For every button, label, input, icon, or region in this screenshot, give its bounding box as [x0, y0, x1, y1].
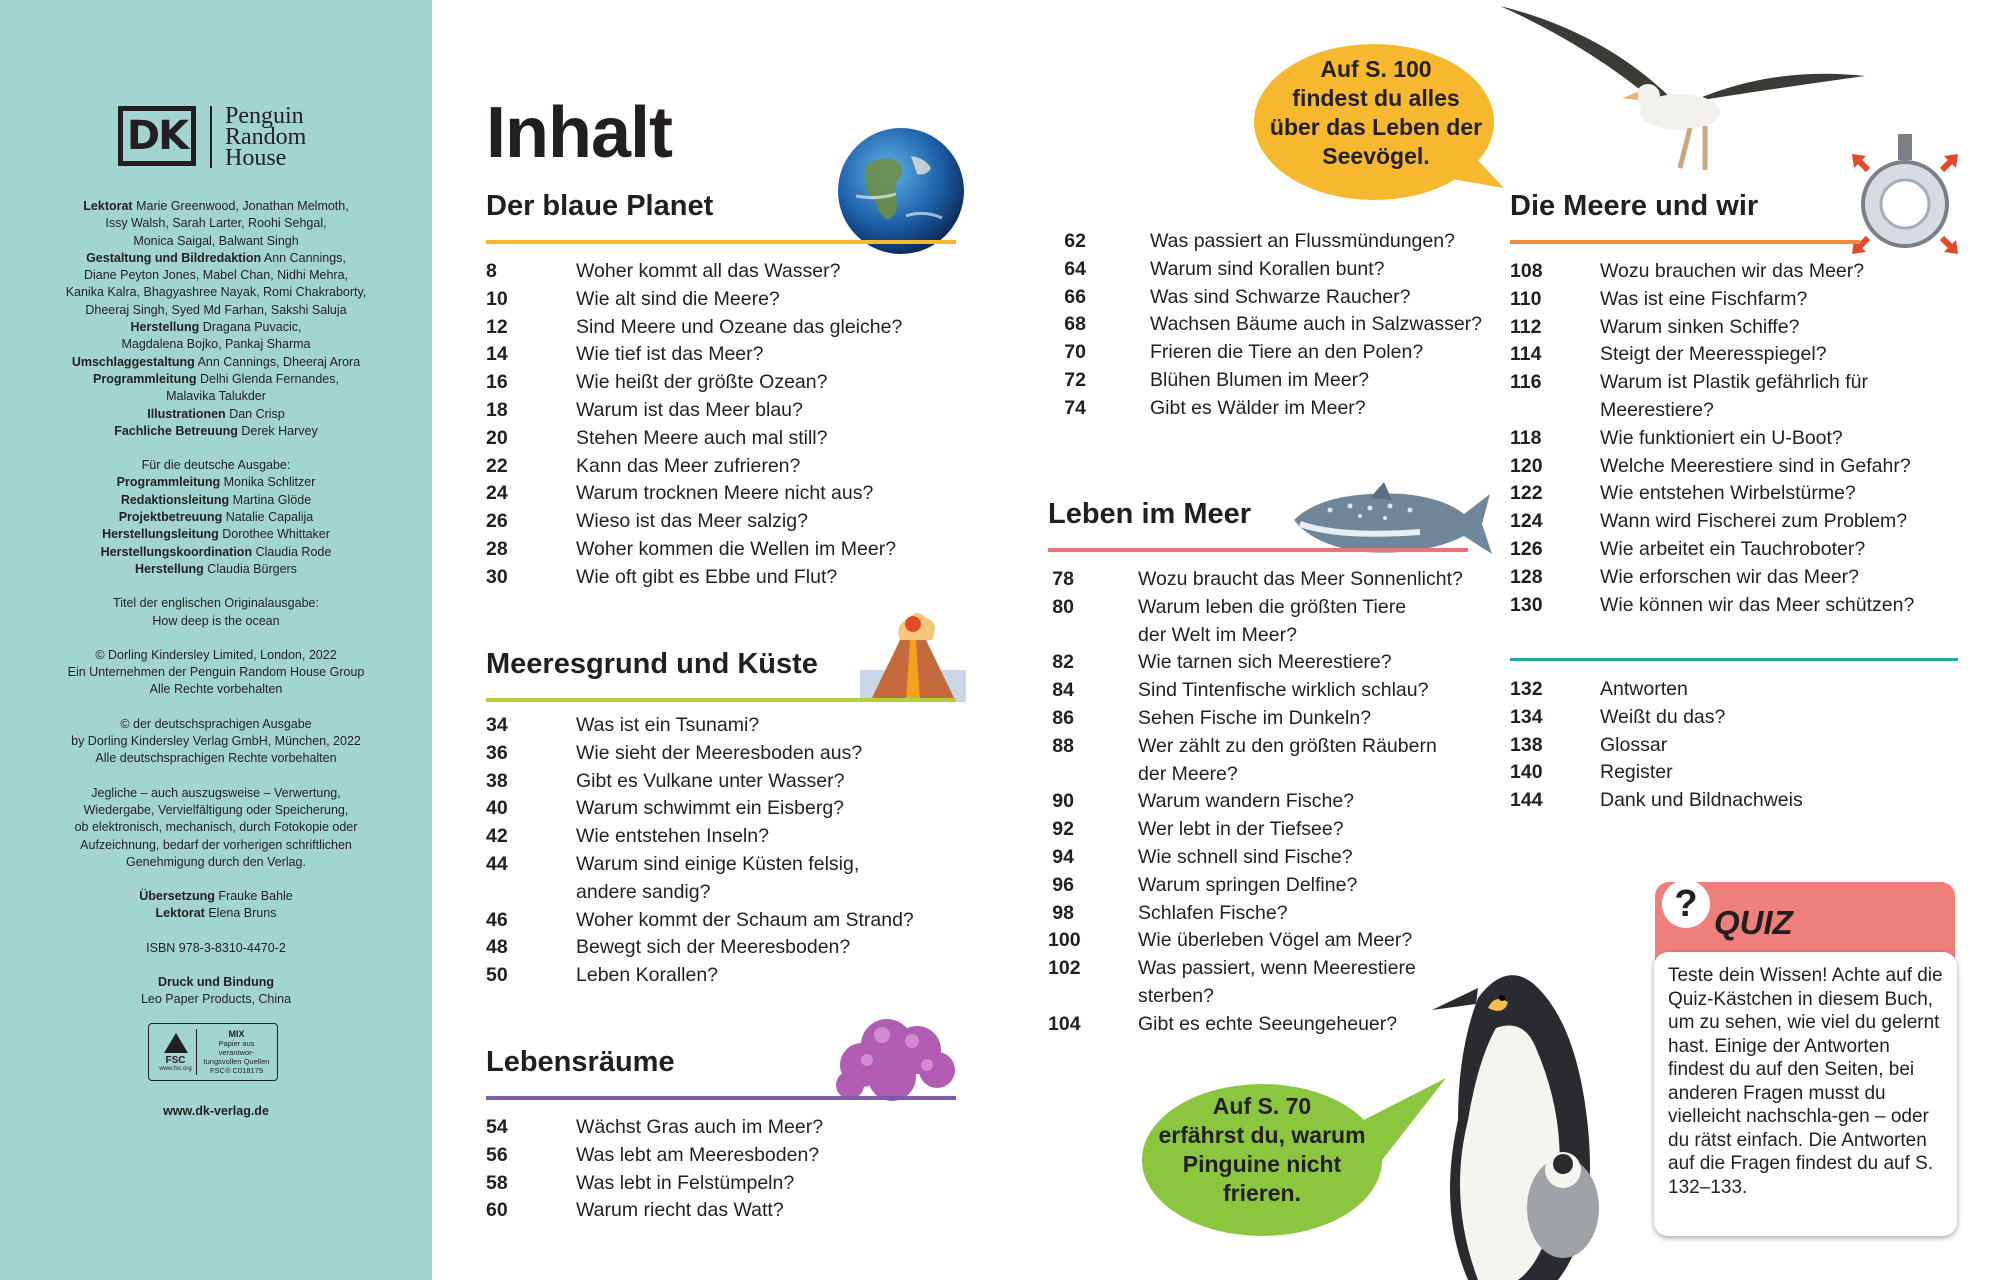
- credit-names: Issy Walsh, Sarah Larter, Roohi Sehgal,: [105, 216, 327, 231]
- publisher-website[interactable]: www.dk-verlag.de: [163, 1104, 269, 1118]
- toc-entry[interactable]: [486, 480, 902, 508]
- credit-names: Claudia Bürgers: [207, 561, 297, 576]
- toc-page-number: 66: [1064, 285, 1086, 308]
- toc-page-number: 30: [486, 565, 508, 588]
- credit-line: [40, 492, 392, 509]
- section-rule-lebensraeume: [486, 1096, 956, 1100]
- toc-entry-title: Was passiert, wenn Meerestiere sterben?: [1138, 957, 1416, 1007]
- toc-entry[interactable]: [1510, 480, 1914, 508]
- toc-page-number: 132: [1510, 678, 1543, 700]
- section-heading-blauer-planet: Der blaue Planet: [486, 190, 714, 222]
- toc-entry-title: Warum schwimmt ein Eisberg?: [576, 797, 845, 820]
- toc-entry[interactable]: [1048, 927, 1463, 955]
- earth-globe-image: [836, 126, 966, 256]
- credit-line: [40, 388, 392, 405]
- toc-entry[interactable]: [486, 536, 902, 564]
- toc-entry-title: Wieso ist das Meer salzig?: [576, 510, 808, 533]
- credit-line: [40, 302, 392, 319]
- toc-entry[interactable]: [1510, 704, 1803, 732]
- credit-line: [40, 354, 392, 371]
- toc-page-number: 46: [486, 908, 508, 931]
- toc-entry[interactable]: [486, 286, 902, 314]
- toc-page-number: 116: [1510, 371, 1542, 394]
- toc-entry-title: Leben Korallen?: [576, 964, 719, 987]
- toc-page-number: 24: [486, 482, 508, 505]
- toc-entry-title: Woher kommen die Wellen im Meer?: [576, 537, 897, 560]
- toc-page-number: 10: [486, 287, 508, 310]
- original-title-label: Titel der englischen Originalausgabe:: [113, 596, 319, 611]
- toc-page-number: 144: [1510, 789, 1543, 812]
- toc-entry[interactable]: [486, 740, 914, 768]
- toc-entry-title: Wie schnell sind Fische?: [1138, 845, 1353, 868]
- toc-page-number: 94: [1052, 845, 1074, 868]
- toc-entry-title: Schlafen Fische?: [1138, 901, 1288, 924]
- toc-page-number: 48: [486, 936, 508, 959]
- toc-page-number: 38: [486, 769, 508, 792]
- toc-page-number: 28: [486, 537, 508, 560]
- section-rule-meere-und-wir: [1510, 240, 1860, 244]
- toc-page-number: 12: [486, 315, 508, 338]
- credit-role: Umschlaggestaltung: [71, 354, 195, 369]
- credit-names: Derek Harvey: [241, 423, 318, 438]
- toc-entry-title: Wie funktioniert ein U-Boot?: [1600, 426, 1843, 449]
- toc-entry[interactable]: [1060, 311, 1482, 339]
- credit-names: Dan Crisp: [229, 406, 285, 421]
- credit-line: [40, 233, 392, 250]
- toc-page-number: 54: [486, 1116, 508, 1138]
- credit-role: Lektorat: [83, 199, 133, 213]
- toc-entry[interactable]: [1510, 732, 1803, 760]
- logo-divider: [210, 106, 212, 168]
- toc-entry[interactable]: [486, 851, 914, 907]
- toc-entry[interactable]: [1048, 844, 1463, 872]
- toc-entry[interactable]: [1048, 788, 1463, 816]
- toc-page-number: 70: [1064, 341, 1086, 364]
- toc-entry[interactable]: [1510, 369, 1914, 425]
- toc-page-number: 138: [1510, 733, 1543, 756]
- toc-page-number: 96: [1052, 873, 1074, 896]
- toc-entry[interactable]: [1510, 286, 1914, 314]
- credit-line: [40, 267, 392, 284]
- toc-page-number: 78: [1052, 568, 1074, 590]
- credit-role: Redaktionsleitung: [120, 492, 230, 507]
- toc-entry-title: Was lebt am Meeresboden?: [576, 1143, 820, 1166]
- toc-entry-title: Wachsen Bäume auch in Salzwasser?: [1150, 313, 1483, 336]
- toc-page-number: 18: [486, 398, 508, 421]
- toc-page-number: 122: [1510, 482, 1543, 505]
- section-heading-meeresgrund: Meeresgrund und Küste: [486, 648, 818, 680]
- question-mark-icon: ?: [1662, 880, 1710, 928]
- toc-lebensraeume: [486, 1114, 823, 1225]
- toc-entry[interactable]: [486, 934, 914, 962]
- toc-page-number: 74: [1064, 396, 1086, 419]
- credit-line: [40, 474, 392, 491]
- toc-entry-title: Was sind Schwarze Raucher?: [1150, 285, 1411, 308]
- credit-names: Martina Glöde: [232, 492, 312, 507]
- credit-names: Monica Saigal, Balwant Singh: [133, 233, 299, 248]
- toc-entry-title: Sind Meere und Ozeane das gleiche?: [576, 315, 903, 338]
- toc-page-number: 120: [1510, 454, 1543, 477]
- toc-entry[interactable]: [1510, 536, 1914, 564]
- credit-line: [40, 284, 392, 301]
- toc-page-number: 40: [486, 797, 508, 820]
- toc-page-number: 64: [1064, 257, 1086, 280]
- credit-line: [40, 215, 392, 232]
- toc-page-number: 22: [486, 454, 508, 477]
- credit-role: Herstellungsleitung: [102, 527, 219, 542]
- toc-entry-title: Wie tief ist das Meer?: [576, 343, 764, 366]
- toc-page-number: 128: [1510, 565, 1543, 588]
- toc-entry[interactable]: [1048, 816, 1463, 844]
- toc-page-number: 140: [1510, 761, 1543, 784]
- toc-entry[interactable]: [486, 712, 914, 740]
- toc-entry-title: Was passiert an Flussmündungen?: [1150, 230, 1455, 252]
- credit-names: Diane Peyton Jones, Mabel Chan, Nidhi Mehra,: [83, 268, 349, 283]
- toc-entry-title: Gibt es Vulkane unter Wasser?: [576, 769, 845, 792]
- credit-names: Ann Cannings, Dheeraj Arora: [197, 354, 361, 369]
- toc-entry-title: Frieren die Tiere an den Polen?: [1150, 341, 1424, 364]
- credit-names: Natalie Capalija: [225, 510, 314, 525]
- toc-anhang: [1510, 676, 1803, 815]
- toc-entry-title: Wie sieht der Meeresboden aus?: [576, 741, 863, 764]
- credit-names: Ann Cannings,: [263, 250, 346, 265]
- toc-meere-und-wir: [1510, 258, 1914, 619]
- toc-entry-title: Wie tarnen sich Meerestiere?: [1138, 651, 1392, 674]
- toc-entry[interactable]: [486, 425, 902, 453]
- toc-page-number: 112: [1510, 315, 1542, 338]
- toc-entry[interactable]: [1510, 314, 1914, 342]
- credit-line: [40, 319, 392, 336]
- toc-entry-title: Was lebt in Felstümpeln?: [576, 1171, 795, 1194]
- credit-line: [40, 509, 392, 526]
- toc-page-number: 20: [486, 426, 508, 449]
- credit-names: Dorothee Whittaker: [222, 527, 330, 542]
- toc-page-number: 16: [486, 371, 508, 394]
- toc-entry-title: Warum riecht das Watt?: [576, 1199, 784, 1222]
- toc-entry[interactable]: [1510, 453, 1914, 481]
- fsc-label: [148, 1023, 278, 1081]
- toc-entry-title: Wächst Gras auch im Meer?: [576, 1116, 824, 1138]
- credit-names: Magdalena Bojko, Pankaj Sharma: [121, 337, 311, 352]
- toc-entry[interactable]: [486, 369, 902, 397]
- credit-role: Fachliche Betreuung: [114, 423, 238, 438]
- toc-page-number: 102: [1048, 957, 1081, 980]
- toc-entry-title: Wozu brauchen wir das Meer?: [1600, 260, 1865, 282]
- toc-page-number: 90: [1052, 790, 1074, 813]
- quiz-title: QUIZ: [1714, 904, 1793, 941]
- toc-entry[interactable]: [1510, 508, 1914, 536]
- toc-page-number: 98: [1052, 901, 1074, 924]
- credit-names: Delhi Glenda Fernandes,: [200, 371, 339, 386]
- toc-entry[interactable]: [486, 341, 902, 369]
- credit-names: Malavika Talukder: [166, 389, 266, 404]
- toc-entry-title: Warum sind Korallen bunt?: [1150, 257, 1385, 280]
- coral-image: [832, 1005, 960, 1103]
- toc-entry[interactable]: [1510, 759, 1803, 787]
- toc-entry[interactable]: [1060, 395, 1482, 423]
- toc-entry[interactable]: [486, 453, 902, 481]
- credit-role: Programmleitung: [116, 475, 221, 490]
- toc-entry-title: Wer lebt in der Tiefsee?: [1138, 818, 1344, 841]
- publisher-logo: [118, 103, 307, 171]
- copyright-de: © der deutschsprachigen Ausgabe by Dorling Kindersley Verlag GmbH, München, 2022 Alle deutschsprachigen Rechte vorbehalten: [71, 716, 361, 766]
- credit-line: [40, 406, 392, 423]
- toc-entry[interactable]: [486, 1197, 823, 1225]
- quiz-text: Teste dein Wissen! Achte auf die Quiz-Kästchen in diesem Buch, um zu sehen, wie viel du gelernt hast. Einige der Antworten findest du auf den Seiten, bei anderen Fragen musst du vielleicht nachschla-gen – oder du rätst einfach. Die Antworten auf die Fragen findest du auf S. 132–133.: [1654, 952, 1957, 1236]
- credit-line: [40, 198, 392, 215]
- credit-names: Dragana Puvacic,: [202, 320, 302, 335]
- credits-german: [40, 474, 392, 578]
- isbn: ISBN 978-3-8310-4470-2: [146, 940, 286, 955]
- toc-entry-title: Was ist ein Tsunami?: [576, 714, 760, 736]
- toc-entry-title: Wie überleben Vögel am Meer?: [1138, 929, 1413, 952]
- toc-entry[interactable]: [486, 397, 902, 425]
- toc-entry[interactable]: [1048, 649, 1463, 677]
- toc-page-number: 26: [486, 510, 508, 533]
- original-title: How deep is the ocean: [152, 613, 280, 628]
- toc-entry-title: Stehen Meere auch mal still?: [576, 426, 828, 449]
- toc-entry-title: Weißt du das?: [1600, 705, 1726, 728]
- legal-notice: Jegliche – auch auszugsweise – Verwertung, Wiedergabe, Vervielfältigung oder Speicherung, ob elektronisch, mechanisch, durch Fotokopie oder Aufzeichnung, bedarf der vorherigen schriftlichen Genehmigung durch den Verlag.: [74, 785, 358, 869]
- toc-entry[interactable]: [1048, 872, 1463, 900]
- section-rule-meeresgrund: [486, 698, 956, 702]
- toc-page-number: 42: [486, 825, 508, 848]
- toc-entry[interactable]: [1048, 955, 1463, 1011]
- toc-entry-title: Woher kommt der Schaum am Strand?: [576, 908, 914, 931]
- credit-names: Marie Greenwood, Jonathan Melmoth,: [136, 199, 349, 213]
- toc-entry-title: Steigt der Meeresspiegel?: [1600, 343, 1827, 366]
- toc-entry[interactable]: [1510, 258, 1914, 286]
- translation-credit: Übersetzung Frauke Bahle: [139, 889, 293, 904]
- toc-entry-title: Wie alt sind die Meere?: [576, 287, 780, 310]
- toc-page-number: 72: [1064, 368, 1086, 391]
- toc-entry-title: Gibt es Wälder im Meer?: [1150, 396, 1366, 419]
- credit-names: Monika Schlitzer: [223, 475, 316, 490]
- toc-entry-title: Gibt es echte Seeungeheuer?: [1138, 1012, 1398, 1035]
- toc-page-number: 110: [1510, 287, 1542, 310]
- toc-entry-title: Wozu braucht das Meer Sonnenlicht?: [1138, 568, 1463, 590]
- credit-role: Illustrationen: [147, 406, 226, 421]
- editing-credit: Lektorat Elena Bruns: [155, 906, 277, 921]
- toc-page-number: 36: [486, 741, 508, 764]
- volcano-image: [860, 610, 966, 702]
- toc-entry-title: Woher kommt all das Wasser?: [576, 260, 841, 282]
- toc-entry-title: Bewegt sich der Meeresboden?: [576, 936, 851, 959]
- toc-entry[interactable]: [486, 314, 902, 342]
- copyright-en: © Dorling Kindersley Limited, London, 2022 Ein Unternehmen der Penguin Random House Group Alle Rechte vorbehalten: [67, 647, 365, 697]
- toc-entry[interactable]: [486, 962, 914, 990]
- toc-entry[interactable]: [1510, 676, 1803, 704]
- toc-page-number: 108: [1510, 260, 1543, 282]
- section-heading-lebensraeume: Lebensräume: [486, 1046, 675, 1078]
- submarine-icon: [1852, 134, 1958, 252]
- toc-page-number: 88: [1052, 734, 1074, 757]
- toc-page-number: 44: [486, 852, 508, 875]
- toc-entry-title: Warum trocknen Meere nicht aus?: [576, 482, 874, 505]
- fsc-text: MIX Papier aus verantwor- tungsvollen Quellen FSC® C018179: [203, 1028, 270, 1075]
- toc-entry-title: Wie können wir das Meer schützen?: [1600, 593, 1915, 616]
- credit-line: [40, 336, 392, 353]
- toc-page-number: 84: [1052, 679, 1074, 702]
- toc-page-number: 104: [1048, 1012, 1081, 1035]
- toc-page-number: 82: [1052, 651, 1074, 674]
- toc-entry[interactable]: [1060, 228, 1482, 256]
- toc-page-number: 56: [486, 1143, 508, 1166]
- printer-role: Druck und Bindung: [158, 974, 274, 989]
- credit-role: Programmleitung: [93, 371, 197, 386]
- toc-entry[interactable]: [1510, 592, 1914, 620]
- toc-entry-title: Warum ist das Meer blau?: [576, 398, 803, 421]
- toc-page-number: 58: [486, 1171, 508, 1194]
- toc-entry[interactable]: [1510, 425, 1914, 453]
- toc-entry-title: Sehen Fische im Dunkeln?: [1138, 706, 1372, 729]
- toc-entry[interactable]: [1060, 339, 1482, 367]
- toc-entry[interactable]: [1048, 594, 1463, 650]
- credit-role: Herstellungskoordination: [100, 544, 253, 559]
- toc-blauer-planet: [486, 258, 902, 592]
- page-title: Inhalt: [486, 93, 672, 173]
- dk-logo-mark: DK: [118, 106, 196, 166]
- credit-line: [40, 250, 392, 267]
- credit-line: [40, 423, 392, 440]
- credit-line: [40, 561, 392, 578]
- toc-entry-title: Welche Meerestiere sind in Gefahr?: [1600, 454, 1911, 477]
- toc-entry-title: Wann wird Fischerei zum Problem?: [1600, 510, 1908, 533]
- toc-entry[interactable]: [1060, 256, 1482, 284]
- toc-entry-title: Register: [1600, 761, 1673, 784]
- toc-entry-title: Sind Tintenfische wirklich schlau?: [1138, 679, 1429, 702]
- toc-entry-title: Warum sinken Schiffe?: [1600, 315, 1800, 338]
- toc-entry-title: Was ist eine Fischfarm?: [1600, 287, 1808, 310]
- toc-entry-title: Wie erforschen wir das Meer?: [1600, 565, 1860, 588]
- imprint-column: [0, 0, 432, 1280]
- toc-entry-title: Kann das Meer zufrieren?: [576, 454, 801, 477]
- toc-entry[interactable]: [1048, 566, 1463, 594]
- toc-entry-title: Dank und Bildnachweis: [1600, 789, 1803, 812]
- toc-entry-title: Warum leben die größten Tiere der Welt im Meer?: [1138, 595, 1407, 646]
- toc-entry-title: Blühen Blumen im Meer?: [1150, 368, 1369, 391]
- toc-entry[interactable]: [486, 508, 902, 536]
- credits-english: [40, 198, 392, 440]
- credit-role: Projektbetreuung: [118, 510, 223, 525]
- printer: Leo Paper Products, China: [140, 992, 292, 1007]
- toc-page-number: 114: [1510, 343, 1542, 366]
- credit-role: Herstellung: [130, 320, 200, 335]
- toc-entry[interactable]: [1048, 733, 1463, 789]
- credit-names: Dheeraj Singh, Syed Md Farhan, Sakshi Saluja: [85, 302, 347, 317]
- toc-entry-title: Wie arbeitet ein Tauchroboter?: [1600, 537, 1866, 560]
- toc-page-number: 86: [1052, 706, 1074, 729]
- seabirds-bubble-text: Auf S. 100 findest du alles über das Leben der Seevögel.: [1269, 56, 1483, 169]
- section-heading-meere-und-wir: Die Meere und wir: [1510, 190, 1759, 222]
- toc-page-number: 118: [1510, 426, 1542, 449]
- toc-leben-im-meer: [1048, 566, 1463, 1039]
- toc-entry[interactable]: [1048, 705, 1463, 733]
- credit-line: [40, 371, 392, 388]
- toc-entry-title: Warum ist Plastik gefährlich für Meerestiere?: [1600, 371, 1869, 421]
- credit-line: [40, 526, 392, 543]
- toc-entry-title: Glossar: [1600, 733, 1668, 756]
- imprint-text: [40, 198, 392, 1009]
- toc-entry-title: Wie entstehen Wirbelstürme?: [1600, 482, 1856, 505]
- toc-entry-title: Warum springen Delfine?: [1138, 873, 1358, 896]
- toc-entry-title: Wie heißt der größte Ozean?: [576, 371, 828, 394]
- toc-entry[interactable]: [486, 907, 914, 935]
- toc-meeresgrund: [486, 712, 914, 990]
- credit-role: Herstellung: [135, 561, 204, 576]
- toc-page-number: 62: [1064, 230, 1086, 252]
- fsc-tree-icon: FSC www.fsc.org: [155, 1029, 197, 1075]
- toc-page-number: 92: [1052, 818, 1074, 841]
- credit-role: Gestaltung und Bildredaktion: [86, 250, 262, 265]
- toc-entry[interactable]: [1060, 367, 1482, 395]
- german-edition-intro: Für die deutsche Ausgabe:: [141, 458, 291, 473]
- toc-page-number: 134: [1510, 705, 1543, 728]
- toc-page-number: 100: [1048, 929, 1081, 952]
- toc-page-number: 50: [486, 964, 508, 987]
- toc-entry[interactable]: [486, 1114, 823, 1142]
- toc-entry[interactable]: [486, 564, 902, 592]
- toc-entry-title: Warum sind einige Küsten felsig, andere sandig?: [576, 852, 860, 903]
- toc-page-number: 130: [1510, 593, 1543, 616]
- toc-page-number: 68: [1064, 313, 1086, 336]
- toc-page-number: 124: [1510, 510, 1543, 533]
- toc-page-number: 8: [486, 260, 497, 282]
- toc-entry-title: Warum wandern Fische?: [1138, 790, 1355, 813]
- toc-entry[interactable]: [1510, 564, 1914, 592]
- section-rule-anhang: [1510, 658, 1958, 661]
- toc-entry[interactable]: [486, 823, 914, 851]
- toc-page-number: 126: [1510, 537, 1543, 560]
- credit-names: Kanika Kalra, Bhagyashree Nayak, Romi Chakraborty,: [65, 285, 367, 300]
- toc-entry[interactable]: [1060, 284, 1482, 312]
- toc-page-number: 60: [486, 1199, 508, 1222]
- albatross-image: [1490, 0, 1870, 185]
- toc-entry[interactable]: [486, 768, 914, 796]
- toc-page-number: 14: [486, 343, 508, 366]
- toc-entry[interactable]: [1048, 1011, 1463, 1039]
- toc-entry[interactable]: [1048, 677, 1463, 705]
- toc-page-number: 34: [486, 714, 508, 736]
- logo-publisher-name: Penguin Random House: [225, 103, 307, 171]
- whale-shark-image: [1290, 480, 1495, 570]
- toc-entry-title: Wer zählt zu den größten Räubern der Meere?: [1138, 734, 1437, 785]
- toc-lebensraeume-continued: [1060, 228, 1482, 423]
- toc-entry[interactable]: [1048, 900, 1463, 928]
- section-heading-leben-im-meer: Leben im Meer: [1048, 498, 1252, 530]
- toc-entry[interactable]: [1510, 341, 1914, 369]
- toc-entry-title: Wie entstehen Inseln?: [576, 825, 769, 848]
- credit-line: [40, 544, 392, 561]
- toc-entry[interactable]: [486, 1170, 823, 1198]
- toc-entry-title: Wie oft gibt es Ebbe und Flut?: [576, 565, 838, 588]
- credit-names: Claudia Rode: [255, 544, 332, 559]
- penguins-bubble-text: Auf S. 70 erfährst du, warum Pinguine nicht frieren.: [1158, 1093, 1366, 1206]
- toc-entry[interactable]: [486, 795, 914, 823]
- toc-entry-title: Antworten: [1600, 678, 1688, 700]
- toc-page-number: 80: [1052, 595, 1074, 618]
- toc-entry[interactable]: [486, 1142, 823, 1170]
- section-rule-leben-im-meer: [1048, 548, 1468, 552]
- toc-entry[interactable]: [1510, 787, 1803, 815]
- toc-entry[interactable]: [486, 258, 902, 286]
- section-rule-blauer-planet: [486, 240, 956, 244]
